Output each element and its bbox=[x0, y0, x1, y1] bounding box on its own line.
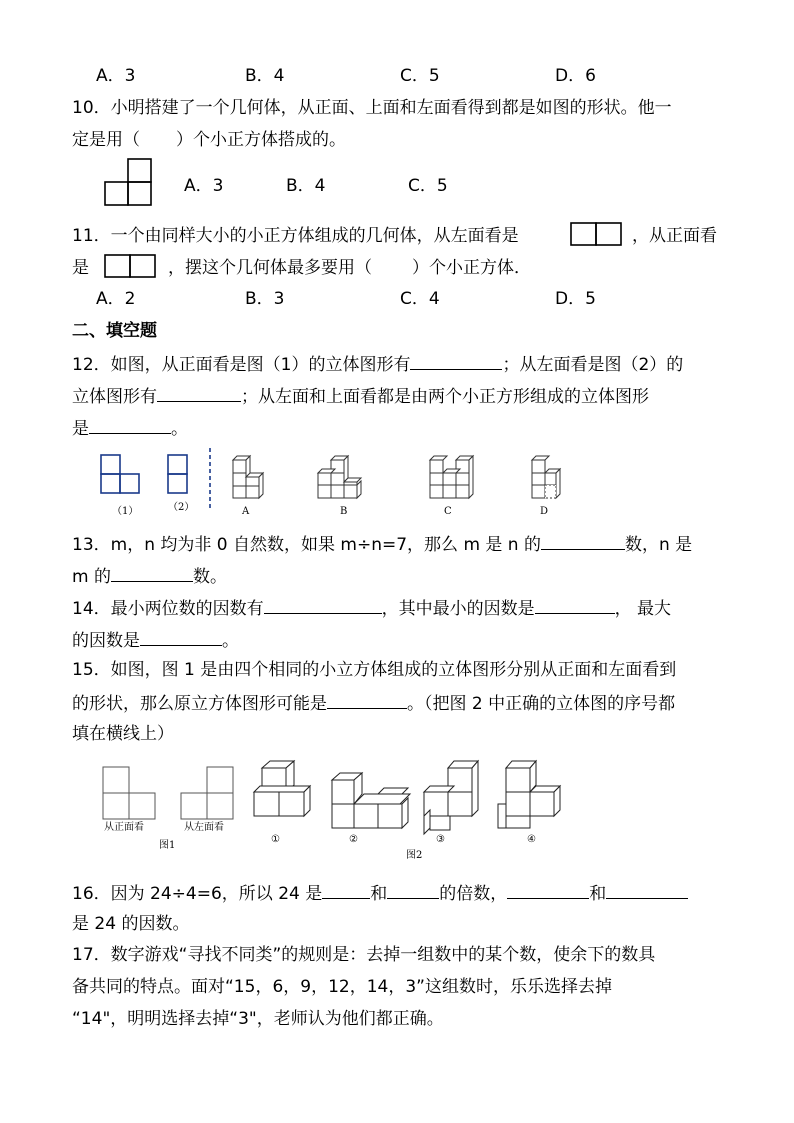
q15-label-3: ③ bbox=[436, 834, 445, 845]
q11-option-a[interactable]: A．2 bbox=[96, 289, 136, 309]
q12-stem-line3 bbox=[72, 417, 188, 439]
q14-blank-3[interactable] bbox=[140, 629, 222, 646]
q16-blank-3[interactable] bbox=[507, 882, 589, 899]
q15-figure-2 bbox=[244, 758, 584, 838]
q10-stem-line2 bbox=[72, 130, 346, 150]
q11-stem-line1-a: 11．一个由同样大小的小正方体组成的几何体，从左面看是 bbox=[72, 226, 519, 246]
q13-line2-b: 数。 bbox=[192, 567, 227, 587]
q12-label-1: （1） bbox=[112, 506, 139, 517]
q10-option-c[interactable]: C．5 bbox=[408, 176, 448, 196]
q13-line2-a: m 的 bbox=[72, 567, 111, 587]
q16-stem-line1 bbox=[72, 882, 688, 904]
q17-stem-line1: 17．数字游戏“寻找不同类”的规则是：去掉一组数中的某个数，使余下的数具 bbox=[72, 945, 656, 965]
q11-stem-line2-c-text: ）个小正方体． bbox=[412, 258, 531, 278]
q16-blank-4[interactable] bbox=[606, 882, 688, 899]
q15-left-view-label: 从左面看 bbox=[184, 822, 224, 833]
q12-stem-line1 bbox=[72, 353, 683, 375]
q14-blank-2[interactable] bbox=[535, 597, 615, 614]
q14-line2-b: 。 bbox=[222, 631, 239, 651]
q11-stem-line1-b: ，从正面看 bbox=[632, 226, 717, 246]
q11-option-d[interactable]: D．5 bbox=[555, 289, 596, 309]
q10-square-bottom-right bbox=[128, 182, 151, 205]
q15-front-view-label: 从正面看 bbox=[104, 822, 144, 833]
q15-fig1-caption: 图1 bbox=[159, 840, 176, 851]
q15-stem-line2 bbox=[72, 692, 675, 714]
q16-line1-c: 的倍数， bbox=[439, 884, 508, 904]
q12-line3-b: 。 bbox=[171, 419, 188, 439]
q16-line1-d: 和 bbox=[589, 884, 607, 904]
q12-line1-a: 12．如图，从正面看是图（1）的立体图形有 bbox=[72, 355, 411, 375]
q12-line3-a: 是 bbox=[72, 419, 89, 439]
q14-blank-1[interactable] bbox=[264, 597, 382, 614]
q13-blank-1[interactable] bbox=[541, 533, 625, 550]
q14-line1-a: 14．最小两位数的因数有 bbox=[72, 599, 264, 619]
q12-blank-1[interactable] bbox=[410, 353, 502, 370]
q15-label-1: ① bbox=[271, 834, 280, 845]
q10-stem-line2-a: 定是用（ bbox=[72, 130, 140, 150]
q12-stem-line2 bbox=[72, 385, 649, 407]
q15-solid-3 bbox=[424, 761, 478, 834]
q12-solid-b bbox=[318, 456, 361, 498]
q17-stem-line3: “14"，明明选择去掉“3"，老师认为他们都正确。 bbox=[72, 1009, 444, 1029]
q13-line1-a: 13．m，n 均为非 0 自然数，如果 m÷n=7，那么 m 是 n 的 bbox=[72, 535, 541, 555]
q12-solid-a bbox=[233, 456, 263, 498]
q15-solid-1 bbox=[254, 761, 310, 816]
q13-stem-line2 bbox=[72, 565, 227, 587]
q15-front-view bbox=[103, 767, 155, 819]
q16-blank-2[interactable] bbox=[387, 882, 439, 899]
q9-option-a[interactable]: A．3 bbox=[96, 66, 136, 86]
q14-line1-c: ， 最大 bbox=[614, 599, 672, 619]
q12-label-a: A bbox=[242, 506, 250, 517]
q13-stem-line1 bbox=[72, 533, 692, 555]
q12-label-d: D bbox=[540, 506, 549, 517]
q12-line2-a: 立体图形有 bbox=[72, 387, 157, 407]
q11-front-view-icon bbox=[104, 254, 156, 278]
q11-stem-line2-b-text: ，摆这个几何体最多要用（ bbox=[168, 258, 372, 278]
q9-option-b[interactable]: B．4 bbox=[245, 66, 285, 86]
q12-blank-2[interactable] bbox=[157, 385, 241, 402]
q10-square-top bbox=[128, 159, 151, 182]
q14-stem-line1 bbox=[72, 597, 671, 619]
q16-line1-a: 16．因为 24÷4=6，所以 24 是 bbox=[72, 884, 323, 904]
q16-stem-line2: 是 24 的因数。 bbox=[72, 914, 190, 934]
q12-solid-c bbox=[430, 456, 473, 498]
q12-blank-3[interactable] bbox=[89, 417, 171, 434]
q15-stem-line1: 15．如图，图 1 是由四个相同的小立方体组成的立体图形分别从正面和左面看到 bbox=[72, 660, 677, 680]
q10-option-b[interactable]: B．4 bbox=[286, 176, 326, 196]
section-title-fill-in: 二、填空题 bbox=[72, 321, 157, 341]
q10-option-a[interactable]: A．3 bbox=[184, 176, 224, 196]
q15-solid-2 bbox=[332, 773, 410, 828]
q12-label-b: B bbox=[340, 506, 348, 517]
q15-solid-4 bbox=[498, 761, 560, 828]
q16-line1-b: 和 bbox=[370, 884, 388, 904]
q13-blank-2[interactable] bbox=[111, 565, 193, 582]
q11-option-b[interactable]: B．3 bbox=[245, 289, 285, 309]
q12-view-2 bbox=[168, 455, 187, 493]
q15-fig2-caption: 图2 bbox=[406, 850, 423, 861]
q12-label-c: C bbox=[444, 506, 452, 517]
q9-option-c[interactable]: C．5 bbox=[400, 66, 440, 86]
q16-blank-1[interactable] bbox=[322, 882, 370, 899]
q11-option-c[interactable]: C．4 bbox=[400, 289, 440, 309]
q12-line2-b: ；从左面和上面看都是由两个小正方形组成的立体图形 bbox=[241, 387, 649, 407]
q15-label-4: ④ bbox=[527, 834, 536, 845]
q15-label-2: ② bbox=[349, 834, 358, 845]
q11-stem-line2-a: 是 bbox=[72, 258, 89, 278]
q9-option-d[interactable]: D．6 bbox=[555, 66, 596, 86]
q10-square-bottom-left bbox=[105, 182, 128, 205]
q14-stem-line2 bbox=[72, 629, 239, 651]
q10-stem-line1: 10．小明搭建了一个几何体，从正面、上面和左面看得到都是如图的形状。他一 bbox=[72, 98, 672, 118]
q11-stem-line2-b bbox=[168, 258, 531, 278]
q14-line1-b: ，其中最小的因数是 bbox=[381, 599, 535, 619]
q15-blank-1[interactable] bbox=[327, 692, 407, 709]
q15-figure-1 bbox=[102, 766, 242, 826]
q10-stem-line2-b: ）个小正方体搭成的。 bbox=[176, 130, 346, 150]
q12-view-1 bbox=[101, 455, 139, 493]
q15-line2-b: 。（把图 2 中正确的立体图的序号都 bbox=[407, 694, 676, 714]
q11-left-view-icon bbox=[570, 222, 622, 246]
q12-label-2: （2） bbox=[168, 502, 195, 513]
q15-left-view bbox=[181, 767, 233, 819]
q15-stem-line3: 填在横线上） bbox=[72, 724, 174, 744]
q13-line1-b: 数，n 是 bbox=[625, 535, 693, 555]
q12-line1-b: ；从左面看是图（2）的 bbox=[502, 355, 684, 375]
q14-line2-a: 的因数是 bbox=[72, 631, 140, 651]
q17-stem-line2: 备共同的特点。面对“15，6，9，12，14，3”这组数时，乐乐选择去掉 bbox=[72, 977, 612, 997]
q15-line2-a: 的形状，那么原立方体图形可能是 bbox=[72, 694, 327, 714]
q10-shape-figure bbox=[104, 158, 154, 206]
q12-solid-d bbox=[532, 456, 560, 498]
